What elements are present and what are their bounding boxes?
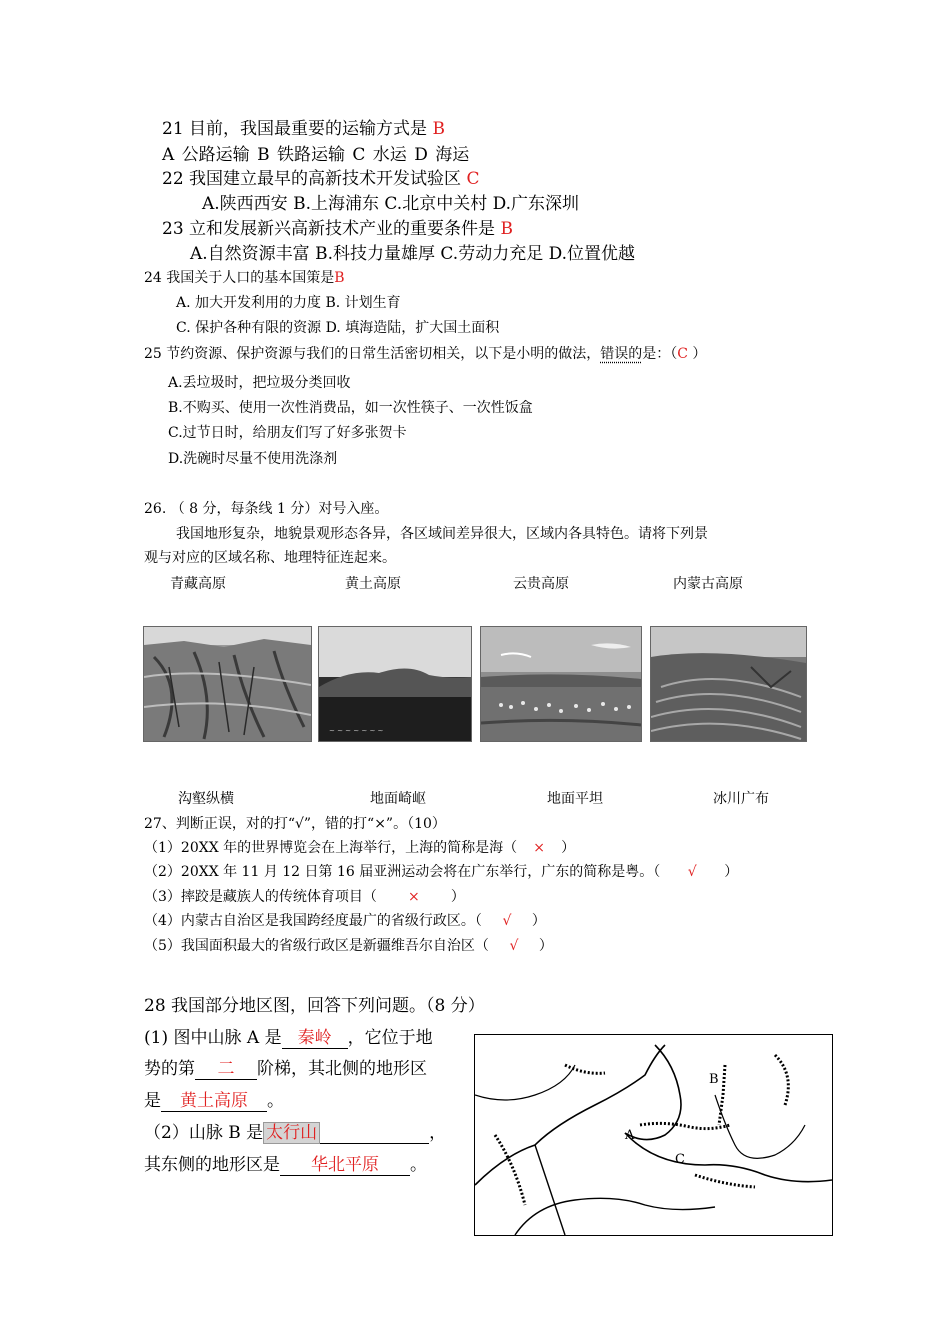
q22-answer: C [466, 169, 480, 189]
q27-item-3-close: ） [450, 889, 465, 905]
feature-flat: 地面平坦 [547, 791, 603, 807]
feature-gullies: 沟壑纵横 [178, 791, 234, 807]
q22-stem [162, 164, 479, 189]
photo-terraced-hills [650, 626, 807, 742]
q28-title: 28 我国部分地区图，回答下列问题。（8 分） [144, 996, 485, 1016]
feature-glaciers: 冰川广布 [713, 791, 769, 807]
q27-item-5-close: ） [538, 938, 553, 954]
map-label-a: A [625, 1128, 635, 1143]
q24-options-2: C. 保护各种有限的资源 D. 填海造陆，扩大国土面积 [176, 320, 500, 336]
q28-l3-text: 是 [144, 1091, 161, 1111]
q28-l4-end: ， [429, 1123, 447, 1143]
q27-item-4-close: ） [531, 913, 546, 929]
q26-intro-2: 观与对应的区域名称、地理特征连起来。 [144, 550, 396, 566]
q27-item-5-mark: √ [509, 938, 519, 954]
q22-options: A.陕西西安 B.上海浦东 C.北京中关村 D.广东深圳 [202, 194, 580, 214]
q28-line-4 [144, 1118, 446, 1144]
q27-item-2-text: （2）20XX 年 11 月 12 日第 16 届亚洲运动会将在广东举行，广东的简称是粤。（ [144, 864, 661, 880]
q27-item-3-text: （3）摔跤是藏族人的传统体育项目（ [144, 889, 377, 905]
region-map [474, 1034, 833, 1236]
q28-l5-end: 。 [410, 1155, 427, 1175]
q25-option-c: C.过节日时，给朋友们写了好多张贺卡 [168, 425, 407, 441]
q24-options-1: A. 加大开发利用的力度 B. 计划生育 [176, 295, 401, 311]
q27-item-3 [144, 886, 465, 906]
q23-answer: B [500, 219, 513, 239]
q28-l4-text: （2）山脉 B 是 [144, 1123, 264, 1143]
q25-option-b: B.不购买、使用一次性消费品，如一次性筷子、一次性饭盒 [168, 400, 533, 416]
svg-text:~ ~ ~ ~ ~ ~ ~: ~ ~ ~ ~ ~ ~ ~ [329, 727, 384, 735]
q27-item-3-mark: × [408, 889, 420, 905]
q27-item-2-close: ） [724, 864, 739, 880]
q21-stem-text: 21 目前，我国最重要的运输方式是 [162, 119, 428, 139]
feature-rugged: 地面崎岖 [370, 791, 426, 807]
q28-answer-loess: 黄土高原 [161, 1086, 267, 1112]
q27-item-1 [144, 837, 575, 857]
map-label-b: B [709, 1072, 719, 1087]
q21-stem [162, 114, 445, 139]
q25-stem [144, 343, 706, 363]
q28-l5-text: 其东侧的地形区是 [144, 1155, 280, 1175]
q27-title: 27、判断正误，对的打“√”，错的打“×”。（10） [144, 816, 446, 832]
q21-answer: B [432, 119, 445, 139]
region-huangtu: 黄土高原 [345, 576, 401, 592]
q28-l1-text: (1) 图中山脉 A 是 [144, 1028, 282, 1048]
q25-answer: C [677, 346, 688, 362]
q28-line-3 [144, 1086, 284, 1112]
q28-answer-taihang: 太行山 [263, 1122, 320, 1144]
q27-item-1-close: ） [561, 840, 576, 856]
q27-item-5-text: （5）我国面积最大的省级行政区是新疆维吾尔自治区（ [144, 938, 489, 954]
map-label-c: C [675, 1152, 685, 1167]
q27-item-2 [144, 861, 738, 881]
region-neimenggu: 内蒙古高原 [673, 576, 743, 592]
q22-stem-text: 22 我国建立最早的高新技术开发试验区 [162, 169, 462, 189]
q23-stem-text: 23 立和发展新兴高新技术产业的重要条件是 [162, 219, 496, 239]
q28-line-1 [144, 1023, 433, 1049]
q28-answer-huabei: 华北平原 [280, 1150, 410, 1176]
region-qingzang: 青藏高原 [170, 576, 226, 592]
q25-stem-text: 25 节约资源、保护资源与我们的日常生活密切相关，以下是小明的做法， [144, 346, 601, 362]
q27-item-4-mark: √ [502, 913, 512, 929]
q27-item-4 [144, 910, 546, 930]
q23-stem [162, 214, 513, 239]
photo-plateau-mountain [318, 626, 472, 742]
q24-stem-text: 24 我国关于人口的基本国策是 [144, 270, 335, 286]
q25-close: ） [687, 346, 707, 362]
q26-intro-1: 我国地形复杂，地貌景观形态各异，各区域间差异很大，区域内各具特色。请将下列景 [176, 526, 708, 542]
q26-title: 26. （ 8 分，每条线 1 分）对号入座。 [144, 501, 389, 517]
q28-l1-end: ，它位于地 [347, 1028, 433, 1048]
q27-item-4-text: （4）内蒙古自治区是我国跨经度最广的省级行政区。（ [144, 913, 482, 929]
q28-answer-blank [263, 1118, 429, 1144]
q24-answer: B [334, 270, 345, 286]
q28-answer-qinling: 秦岭 [282, 1023, 348, 1049]
q24-stem [144, 267, 345, 287]
q28-l2-end: 阶梯，其北侧的地形区 [257, 1059, 427, 1079]
q25-option-a: A.丢垃圾时，把垃圾分类回收 [168, 375, 351, 391]
q28-line-2 [144, 1054, 427, 1080]
region-yungui: 云贵高原 [513, 576, 569, 592]
q27-item-1-text: （1）20XX 年的世界博览会在上海举行，上海的简称是海（ [144, 840, 518, 856]
q28-answer-step: 二 [195, 1054, 257, 1080]
q23-options: A.自然资源丰富 B.科技力量雄厚 C.劳动力充足 D.位置优越 [190, 244, 636, 264]
q27-item-1-mark: × [533, 840, 545, 856]
photo-loess-gullies [143, 626, 312, 742]
q28-l3-end: 。 [267, 1091, 284, 1111]
q25-option-d: D.洗碗时尽量不使用洗涤剂 [168, 451, 338, 467]
q28-l2-text: 势的第 [144, 1059, 195, 1079]
q21-options: A 公路运输 B 铁路运输 C 水运 D 海运 [162, 145, 470, 165]
q27-item-2-mark: √ [687, 864, 697, 880]
q27-item-5 [144, 935, 553, 955]
q25-stem-end: 是：（ [642, 346, 678, 362]
q28-line-5 [144, 1150, 427, 1176]
photo-grassland-herd [480, 626, 642, 742]
q25-emphasis: 错误的 [600, 346, 643, 362]
